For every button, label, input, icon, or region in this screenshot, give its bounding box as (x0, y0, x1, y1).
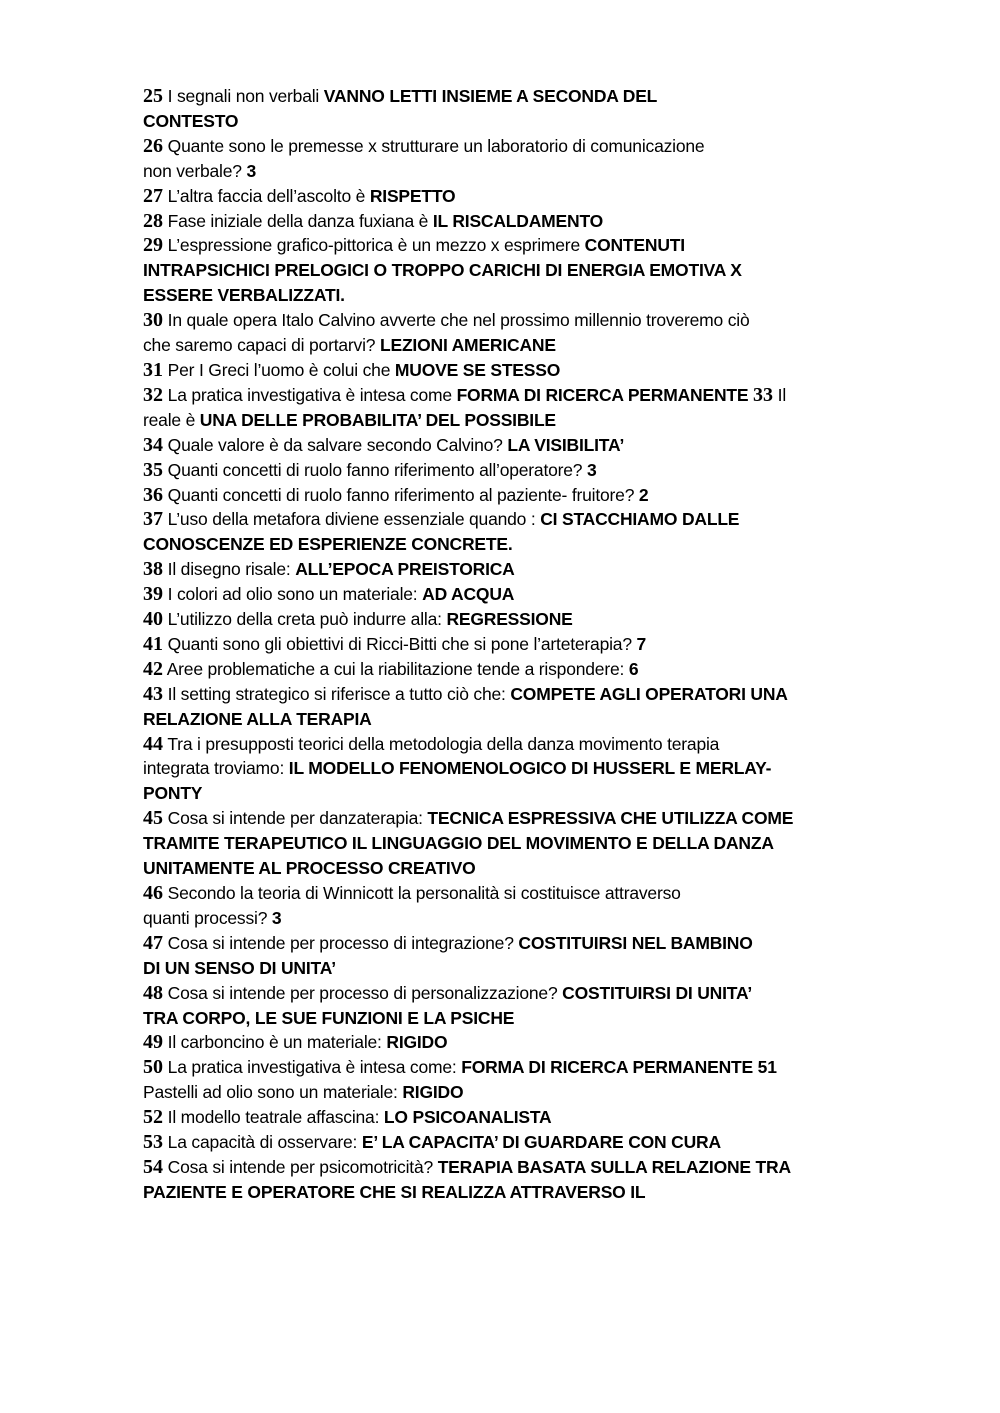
text-line (143, 358, 843, 383)
text-line (143, 84, 843, 109)
text-line (143, 981, 843, 1006)
answer-text: TRA CORPO, LE SUE FUNZIONI E LA PSICHE (143, 1007, 515, 1028)
question-text: che saremo capaci di portarvi? (143, 335, 380, 356)
question-number: 43 (143, 682, 163, 705)
answer-text: REGRESSIONE (446, 609, 573, 630)
text-line (143, 1030, 843, 1055)
question-number: 32 (143, 383, 163, 406)
question-number: 27 (143, 184, 163, 207)
text-line (143, 881, 843, 906)
question-text: La pratica investigativa è intesa come: (163, 1057, 462, 1078)
question-text: Per I Greci l’uomo è colui che (163, 359, 395, 380)
answer-text: UNA DELLE PROBABILITA’ DEL POSSIBILE (199, 409, 556, 430)
text-line (143, 483, 843, 508)
text-line (143, 408, 843, 433)
answer-text: IL RISCALDAMENTO (432, 210, 604, 231)
text-line (143, 756, 843, 781)
answer-text: COSTITUIRSI NEL BAMBINO (518, 932, 753, 953)
text-line (143, 906, 843, 931)
answer-text: DI UN SENSO DI UNITA’ (143, 957, 336, 978)
answer-text: IL MODELLO FENOMENOLOGICO DI HUSSERL E MERLAY- (288, 758, 772, 779)
answer-text: CI STACCHIAMO DALLE (540, 509, 740, 530)
text-line (143, 632, 843, 657)
text-line (143, 1055, 843, 1080)
text-line (143, 582, 843, 607)
answer-text: FORMA DI RICERCA PERMANENTE 51 (461, 1057, 777, 1078)
answer-text: TECNICA ESPRESSIVA CHE UTILIZZA COME (427, 808, 794, 829)
text-line (143, 856, 843, 881)
question-number: 30 (143, 309, 163, 332)
question-number: 40 (143, 608, 163, 631)
question-text: L’utilizzo della creta può indurre alla: (163, 609, 447, 630)
question-text: reale è (143, 409, 200, 430)
question-text: Il disegno risale: (163, 559, 296, 580)
answer-text: ALL’EPOCA PREISTORICA (295, 559, 515, 580)
text-line (143, 1006, 843, 1031)
answer-text: 2 (638, 484, 649, 505)
question-text: L’espressione grafico-pittorica è un mezzo x esprimere (163, 235, 585, 256)
question-number: 28 (143, 209, 163, 232)
answer-text: LO PSICOANALISTA (383, 1107, 552, 1128)
text-line (143, 383, 843, 408)
answer-text: PAZIENTE E OPERATORE CHE SI REALIZZA ATTRAVERSO IL (143, 1181, 646, 1202)
question-text: Cosa si intende per processo di integrazione? (163, 932, 519, 953)
answer-text: RIGIDO (402, 1082, 464, 1103)
answer-text: 3 (587, 459, 597, 480)
text-line (143, 831, 843, 856)
text-line (143, 806, 843, 831)
answer-text: CONOSCENZE ED ESPERIENZE CONCRETE. (143, 534, 513, 555)
answer-text: MUOVE SE STESSO (394, 359, 561, 380)
answer-text: CONTESTO (143, 110, 239, 131)
answer-text: COMPETE AGLI OPERATORI UNA (510, 683, 788, 704)
answer-text: E’ LA CAPACITA’ DI GUARDARE CON CURA (361, 1132, 721, 1153)
question-text: Cosa si intende per danzaterapia: (163, 808, 428, 829)
question-text: In quale opera Italo Calvino avverte che nel prossimo millennio troveremo ciò (163, 310, 750, 331)
question-number: 34 (143, 433, 163, 456)
question-number: 52 (143, 1106, 163, 1129)
question-text: La pratica investigativa è intesa come (163, 384, 457, 405)
question-number: 35 (143, 458, 163, 481)
text-line (143, 109, 843, 134)
question-number: 25 (143, 85, 163, 107)
text-line (143, 607, 843, 632)
answer-text: 7 (636, 633, 647, 654)
text-line (143, 283, 843, 308)
answer-text: LA VISIBILITA’ (507, 434, 625, 455)
question-text: Aree problematiche a cui la riabilitazione tende a rispondere: (163, 658, 629, 679)
question-number: 26 (143, 134, 163, 157)
question-text: integrata troviamo: (143, 758, 289, 779)
text-line (143, 931, 843, 956)
question-text: Quale valore è da salvare secondo Calvino? (163, 434, 508, 455)
text-line (143, 781, 843, 806)
text-line (143, 507, 843, 532)
question-number: 46 (143, 882, 163, 904)
answer-text: VANNO LETTI INSIEME A SECONDA DEL (323, 86, 658, 106)
question-number: 44 (143, 732, 163, 755)
question-text: L’uso della metafora diviene essenziale quando : (163, 509, 541, 530)
text-line (143, 956, 843, 981)
question-text: I colori ad olio sono un materiale: (163, 584, 423, 605)
question-text: Quante sono le premesse x strutturare un laboratorio di comunicazione (163, 135, 705, 156)
question-number: 45 (143, 807, 163, 830)
question-number: 33 (753, 383, 774, 406)
answer-text: FORMA DI RICERCA PERMANENTE (456, 384, 749, 405)
text-line (143, 1080, 843, 1105)
question-number: 49 (143, 1031, 163, 1054)
answer-text: COSTITUIRSI DI UNITA’ (562, 982, 753, 1003)
question-number: 38 (143, 558, 163, 581)
text-line (143, 732, 843, 757)
question-number: 31 (143, 358, 163, 381)
text-line (143, 1180, 843, 1205)
question-text: Il (773, 384, 787, 405)
question-text: Secondo la teoria di Winnicott la personalità si costituisce attraverso (163, 883, 681, 903)
text-line (143, 333, 843, 358)
answer-text: CONTENUTI (584, 235, 685, 256)
question-text: Quanti sono gli obiettivi di Ricci-Bitti che si pone l’arteterapia? (163, 633, 637, 654)
question-number: 41 (143, 632, 163, 655)
answer-text: 3 (271, 907, 282, 928)
text-line (143, 233, 843, 258)
question-text: Il setting strategico si riferisce a tutto ciò che: (163, 683, 511, 704)
text-line (143, 682, 843, 707)
question-text: Pastelli ad olio sono un materiale: (143, 1082, 403, 1103)
question-text: Il carboncino è un materiale: (163, 1032, 387, 1053)
text-line (143, 258, 843, 283)
question-text: Quanti concetti di ruolo fanno riferimento al paziente- fruitore? (163, 484, 639, 505)
question-number: 48 (143, 981, 163, 1004)
text-line (143, 1130, 843, 1155)
answer-text: TERAPIA BASATA SULLA RELAZIONE TRA (437, 1156, 791, 1177)
answer-text: TRAMITE TERAPEUTICO IL LINGUAGGIO DEL MOVIMENTO E DELLA DANZA (143, 833, 774, 854)
answer-text: UNITAMENTE AL PROCESSO CREATIVO (143, 858, 476, 879)
text-line (143, 557, 843, 582)
answer-text: PONTY (143, 783, 203, 804)
answer-text: RISPETTO (369, 185, 456, 206)
answer-text: RELAZIONE ALLA TERAPIA (143, 708, 372, 729)
question-text: La capacità di osservare: (163, 1132, 362, 1153)
question-number: 39 (143, 583, 163, 606)
answer-text: LEZIONI AMERICANE (379, 335, 556, 356)
question-text: Cosa si intende per psicomotricità? (163, 1156, 438, 1177)
question-number: 37 (143, 508, 163, 531)
question-number: 54 (143, 1155, 163, 1178)
text-line (143, 209, 843, 234)
answer-text: INTRAPSICHICI PRELOGICI O TROPPO CARICHI DI ENERGIA EMOTIVA X (143, 260, 742, 281)
text-line (143, 1155, 843, 1180)
question-number: 47 (143, 931, 163, 954)
question-number: 50 (143, 1056, 163, 1079)
document-page (143, 84, 843, 1205)
text-line (143, 308, 843, 333)
text-line (143, 134, 843, 159)
answer-text: 6 (628, 658, 639, 679)
question-text: non verbale? (143, 160, 247, 181)
answer-text: AD ACQUA (422, 584, 515, 605)
question-text: I segnali non verbali (163, 86, 324, 106)
text-line (143, 657, 843, 682)
text-line (143, 532, 843, 557)
question-text: L’altra faccia dell’ascolto è (163, 185, 370, 206)
text-line (143, 707, 843, 732)
text-line (143, 458, 843, 483)
question-number: 42 (143, 657, 163, 680)
question-text: Cosa si intende per processo di personalizzazione? (163, 982, 563, 1003)
text-line (143, 184, 843, 209)
question-text: Tra i presupposti teorici della metodologia della danza movimento terapia (163, 733, 720, 754)
question-text: Quanti concetti di ruolo fanno riferimento all’operatore? (163, 459, 587, 480)
answer-text: ESSERE VERBALIZZATI. (143, 285, 345, 306)
answer-text: 3 (246, 160, 256, 181)
text-line (143, 159, 843, 184)
text-line (143, 433, 843, 458)
text-line (143, 1105, 843, 1130)
question-number: 53 (143, 1131, 163, 1154)
question-text: Il modello teatrale affascina: (163, 1107, 384, 1128)
question-number: 29 (143, 234, 163, 257)
question-text: Fase iniziale della danza fuxiana è (163, 210, 433, 231)
answer-text: RIGIDO (386, 1032, 448, 1053)
question-number: 36 (143, 483, 163, 506)
question-text: quanti processi? (143, 907, 272, 928)
